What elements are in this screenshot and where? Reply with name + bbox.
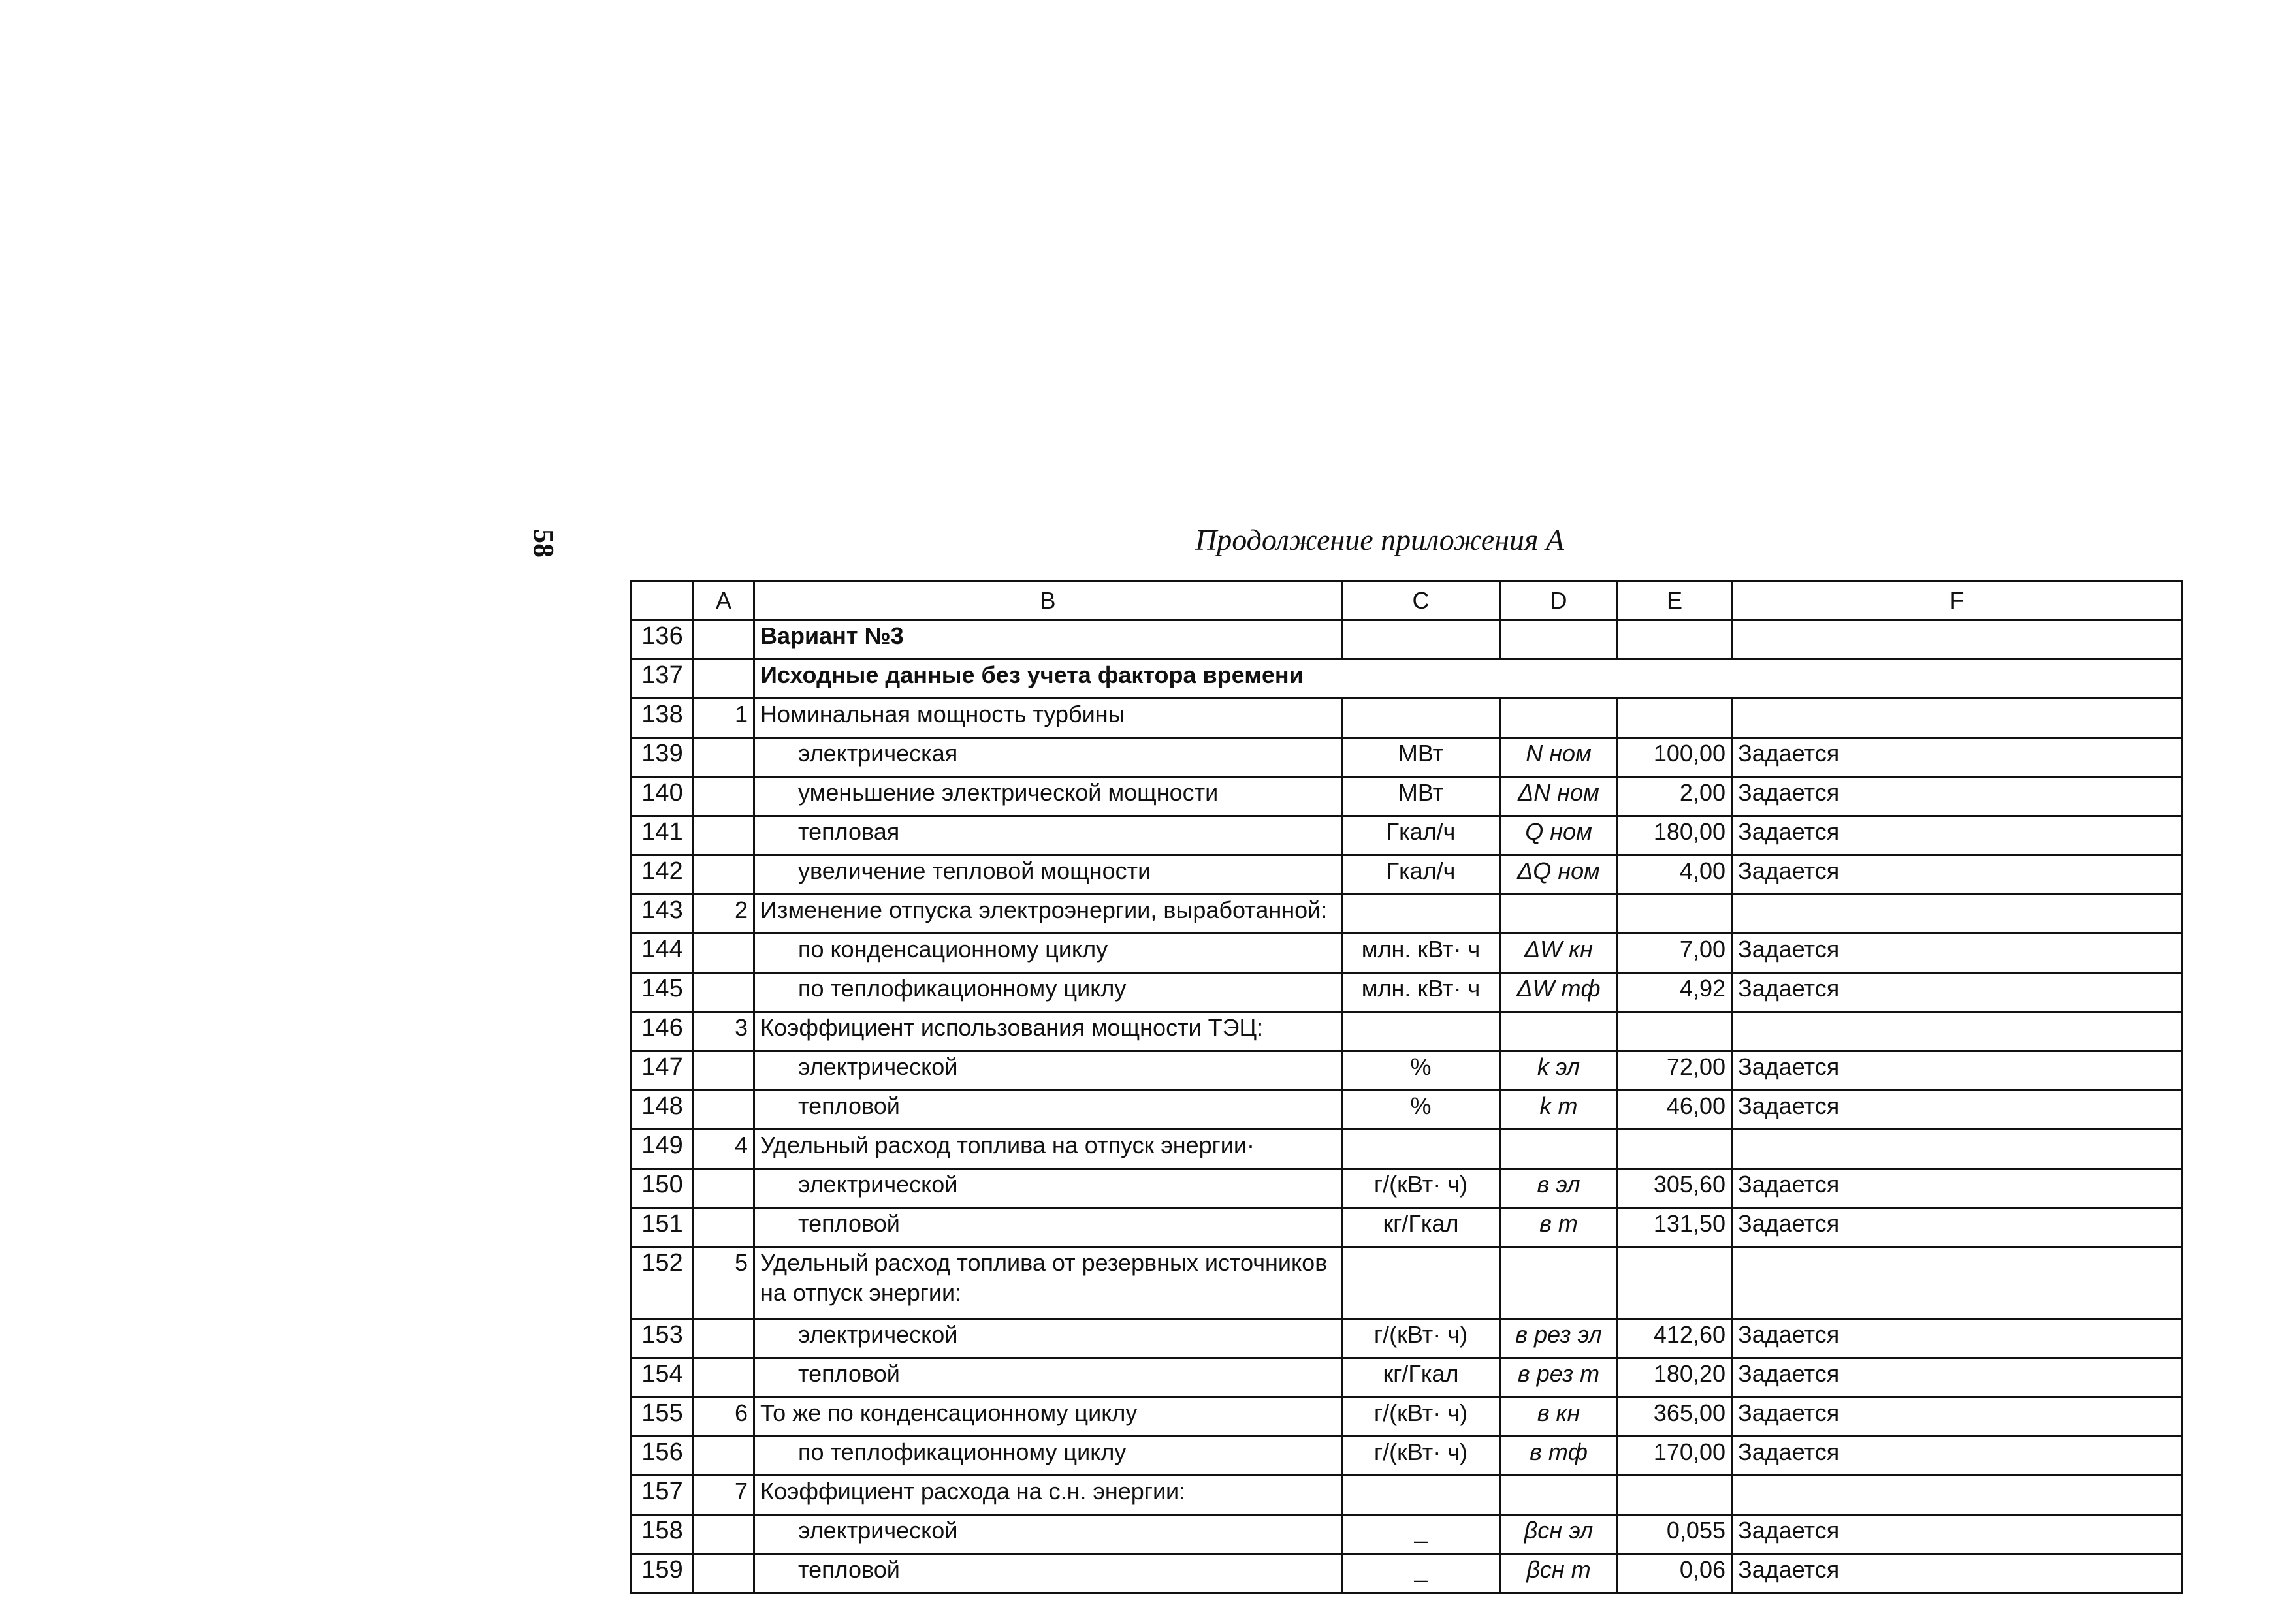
item-number: 3 xyxy=(694,1012,754,1051)
value-cell xyxy=(1618,895,1732,934)
note-cell xyxy=(1732,1247,2183,1319)
unit-cell: г/(кВт· ч) xyxy=(1342,1437,1500,1476)
row-number: 147 xyxy=(632,1051,694,1091)
parameter-name: электрической xyxy=(754,1515,1342,1554)
parameter-name: Изменение отпуска электроэнергии, выработанной: xyxy=(754,895,1342,934)
parameter-name: по конденсационному циклу xyxy=(754,934,1342,973)
table-row xyxy=(632,1169,2183,1208)
note-cell: Задается xyxy=(1732,1169,2183,1208)
table-row xyxy=(632,699,2183,738)
row-number: 150 xyxy=(632,1169,694,1208)
symbol-cell: βсн эл xyxy=(1500,1515,1618,1554)
item-number xyxy=(694,816,754,855)
symbol-cell: в кн xyxy=(1500,1397,1618,1437)
symbol-cell xyxy=(1500,1012,1618,1051)
symbol-cell xyxy=(1500,620,1618,660)
unit-cell xyxy=(1342,1476,1500,1515)
item-number: 2 xyxy=(694,895,754,934)
table-row xyxy=(632,660,2183,699)
table-row xyxy=(632,934,2183,973)
parameter-name: по теплофикационному циклу xyxy=(754,973,1342,1012)
row-number: 154 xyxy=(632,1358,694,1397)
parameter-name: Удельный расход топлива на отпуск энергии· xyxy=(754,1130,1342,1169)
table-row xyxy=(632,1358,2183,1397)
unit-cell: млн. кВт· ч xyxy=(1342,934,1500,973)
note-cell: Задается xyxy=(1732,816,2183,855)
parameter-name: увеличение тепловой мощности xyxy=(754,855,1342,895)
unit-cell xyxy=(1342,895,1500,934)
note-cell xyxy=(1732,699,2183,738)
item-number xyxy=(694,1169,754,1208)
value-cell: 365,00 xyxy=(1618,1397,1732,1437)
parameter-name: тепловая xyxy=(754,816,1342,855)
column-header-a: A xyxy=(694,581,754,620)
note-cell: Задается xyxy=(1732,1091,2183,1130)
table-row xyxy=(632,777,2183,816)
parameter-name: по теплофикационному циклу xyxy=(754,1437,1342,1476)
symbol-cell: в эл xyxy=(1500,1169,1618,1208)
parameter-name: тепловой xyxy=(754,1091,1342,1130)
row-number: 156 xyxy=(632,1437,694,1476)
symbol-cell xyxy=(1500,1476,1618,1515)
unit-cell xyxy=(1342,1012,1500,1051)
parameter-name: Коэффициент расхода на с.н. энергии: xyxy=(754,1476,1342,1515)
row-number: 149 xyxy=(632,1130,694,1169)
symbol-cell: k т xyxy=(1500,1091,1618,1130)
table-row xyxy=(632,816,2183,855)
item-number xyxy=(694,738,754,777)
row-number: 158 xyxy=(632,1515,694,1554)
note-cell: Задается xyxy=(1732,777,2183,816)
value-cell xyxy=(1618,699,1732,738)
row-number: 157 xyxy=(632,1476,694,1515)
parameter-name: тепловой xyxy=(754,1208,1342,1247)
table-row xyxy=(632,1051,2183,1091)
unit-cell xyxy=(1342,699,1500,738)
table-row xyxy=(632,1476,2183,1515)
symbol-cell: k эл xyxy=(1500,1051,1618,1091)
parameter-name: электрическая xyxy=(754,738,1342,777)
parameter-name: электрической xyxy=(754,1169,1342,1208)
column-header-row xyxy=(632,581,2183,620)
symbol-cell xyxy=(1500,1247,1618,1319)
value-cell: 4,00 xyxy=(1618,855,1732,895)
unit-cell: _ xyxy=(1342,1515,1500,1554)
row-number: 153 xyxy=(632,1319,694,1358)
item-number xyxy=(694,1554,754,1593)
note-cell: Задается xyxy=(1732,1397,2183,1437)
table-row xyxy=(632,1397,2183,1437)
appendix-caption: Продолжение приложения А xyxy=(1195,523,1565,556)
note-cell: Задается xyxy=(1732,1515,2183,1554)
table-row xyxy=(632,1208,2183,1247)
table-row xyxy=(632,1319,2183,1358)
value-cell: 0,06 xyxy=(1618,1554,1732,1593)
unit-cell: _ xyxy=(1342,1554,1500,1593)
value-cell: 131,50 xyxy=(1618,1208,1732,1247)
table-row xyxy=(632,973,2183,1012)
value-cell: 180,20 xyxy=(1618,1358,1732,1397)
table-row xyxy=(632,1012,2183,1051)
symbol-cell: в рез т xyxy=(1500,1358,1618,1397)
table-row xyxy=(632,1091,2183,1130)
note-cell xyxy=(1732,620,2183,660)
value-cell: 0,055 xyxy=(1618,1515,1732,1554)
column-header-f: F xyxy=(1732,581,2183,620)
row-number: 137 xyxy=(632,660,694,699)
note-cell: Задается xyxy=(1732,1208,2183,1247)
parameter-name: электрической xyxy=(754,1319,1342,1358)
table-row xyxy=(632,738,2183,777)
row-number: 151 xyxy=(632,1208,694,1247)
note-cell: Задается xyxy=(1732,855,2183,895)
item-number xyxy=(694,973,754,1012)
unit-cell: кг/Гкал xyxy=(1342,1358,1500,1397)
row-number: 136 xyxy=(632,620,694,660)
note-cell xyxy=(1732,895,2183,934)
note-cell xyxy=(1732,1012,2183,1051)
parameter-name: уменьшение электрической мощности xyxy=(754,777,1342,816)
value-cell: 7,00 xyxy=(1618,934,1732,973)
row-number: 140 xyxy=(632,777,694,816)
item-number xyxy=(694,660,754,699)
unit-cell: МВт xyxy=(1342,777,1500,816)
page-number: 58 xyxy=(528,529,560,558)
item-number xyxy=(694,1358,754,1397)
table-row xyxy=(632,1554,2183,1593)
symbol-cell: в тф xyxy=(1500,1437,1618,1476)
row-number: 148 xyxy=(632,1091,694,1130)
row-number: 146 xyxy=(632,1012,694,1051)
parameter-name: тепловой xyxy=(754,1554,1342,1593)
unit-cell xyxy=(1342,620,1500,660)
column-header-c: C xyxy=(1342,581,1500,620)
parameter-name: тепловой xyxy=(754,1358,1342,1397)
table-row xyxy=(632,1437,2183,1476)
data-table xyxy=(630,580,2183,1594)
value-cell: 72,00 xyxy=(1618,1051,1732,1091)
note-cell: Задается xyxy=(1732,738,2183,777)
symbol-cell: ΔQ ном xyxy=(1500,855,1618,895)
table-row xyxy=(632,1515,2183,1554)
row-number: 145 xyxy=(632,973,694,1012)
table-row xyxy=(632,620,2183,660)
value-cell xyxy=(1618,1012,1732,1051)
symbol-cell: ΔN ном xyxy=(1500,777,1618,816)
note-cell: Задается xyxy=(1732,1051,2183,1091)
value-cell xyxy=(1618,1247,1732,1319)
unit-cell: г/(кВт· ч) xyxy=(1342,1397,1500,1437)
item-number xyxy=(694,620,754,660)
symbol-cell: в т xyxy=(1500,1208,1618,1247)
table-row xyxy=(632,1247,2183,1319)
symbol-cell: ΔW кн xyxy=(1500,934,1618,973)
symbol-cell: в рез эл xyxy=(1500,1319,1618,1358)
note-cell: Задается xyxy=(1732,973,2183,1012)
row-number: 152 xyxy=(632,1247,694,1319)
symbol-cell xyxy=(1500,1130,1618,1169)
note-cell: Задается xyxy=(1732,1437,2183,1476)
row-number: 141 xyxy=(632,816,694,855)
value-cell: 305,60 xyxy=(1618,1169,1732,1208)
row-number: 155 xyxy=(632,1397,694,1437)
unit-cell: % xyxy=(1342,1091,1500,1130)
unit-cell: % xyxy=(1342,1051,1500,1091)
item-number xyxy=(694,855,754,895)
item-number xyxy=(694,1437,754,1476)
parameter-name: Коэффициент использования мощности ТЭЦ: xyxy=(754,1012,1342,1051)
unit-cell: МВт xyxy=(1342,738,1500,777)
note-cell: Задается xyxy=(1732,934,2183,973)
parameter-name: Удельный расход топлива от резервных источников на отпуск энергии: xyxy=(754,1247,1342,1319)
unit-cell xyxy=(1342,1247,1500,1319)
unit-cell: г/(кВт· ч) xyxy=(1342,1169,1500,1208)
unit-cell: Гкал/ч xyxy=(1342,816,1500,855)
unit-cell: г/(кВт· ч) xyxy=(1342,1319,1500,1358)
table-row xyxy=(632,1130,2183,1169)
value-cell xyxy=(1618,1476,1732,1515)
item-number: 1 xyxy=(694,699,754,738)
value-cell: 170,00 xyxy=(1618,1437,1732,1476)
row-number: 143 xyxy=(632,895,694,934)
unit-cell: кг/Гкал xyxy=(1342,1208,1500,1247)
table-row xyxy=(632,855,2183,895)
item-number xyxy=(694,1515,754,1554)
parameter-name: электрической xyxy=(754,1051,1342,1091)
item-number xyxy=(694,1051,754,1091)
symbol-cell: N ном xyxy=(1500,738,1618,777)
item-number xyxy=(694,1319,754,1358)
value-cell: 2,00 xyxy=(1618,777,1732,816)
column-header-e: E xyxy=(1618,581,1732,620)
unit-cell xyxy=(1342,1130,1500,1169)
note-cell xyxy=(1732,1130,2183,1169)
row-number: 144 xyxy=(632,934,694,973)
value-cell xyxy=(1618,620,1732,660)
column-header-corner xyxy=(632,581,694,620)
parameter-name: Исходные данные без учета фактора времени xyxy=(754,660,2183,699)
value-cell: 100,00 xyxy=(1618,738,1732,777)
item-number xyxy=(694,1091,754,1130)
item-number: 7 xyxy=(694,1476,754,1515)
symbol-cell: Q ном xyxy=(1500,816,1618,855)
note-cell: Задается xyxy=(1732,1319,2183,1358)
unit-cell: млн. кВт· ч xyxy=(1342,973,1500,1012)
row-number: 139 xyxy=(632,738,694,777)
note-cell: Задается xyxy=(1732,1554,2183,1593)
table-body xyxy=(632,620,2183,1593)
symbol-cell: ΔW тф xyxy=(1500,973,1618,1012)
parameter-name: Вариант №3 xyxy=(754,620,1342,660)
column-header-b: B xyxy=(754,581,1342,620)
item-number: 5 xyxy=(694,1247,754,1319)
value-cell: 4,92 xyxy=(1618,973,1732,1012)
row-number: 159 xyxy=(632,1554,694,1593)
column-header-d: D xyxy=(1500,581,1618,620)
row-number: 142 xyxy=(632,855,694,895)
item-number xyxy=(694,777,754,816)
value-cell: 46,00 xyxy=(1618,1091,1732,1130)
symbol-cell xyxy=(1500,895,1618,934)
note-cell: Задается xyxy=(1732,1358,2183,1397)
symbol-cell: βсн т xyxy=(1500,1554,1618,1593)
value-cell: 412,60 xyxy=(1618,1319,1732,1358)
row-number: 138 xyxy=(632,699,694,738)
symbol-cell xyxy=(1500,699,1618,738)
item-number xyxy=(694,934,754,973)
parameter-name: То же по конденсационному циклу xyxy=(754,1397,1342,1437)
note-cell xyxy=(1732,1476,2183,1515)
parameter-name: Номинальная мощность турбины xyxy=(754,699,1342,738)
item-number: 4 xyxy=(694,1130,754,1169)
item-number: 6 xyxy=(694,1397,754,1437)
unit-cell: Гкал/ч xyxy=(1342,855,1500,895)
table-row xyxy=(632,895,2183,934)
value-cell: 180,00 xyxy=(1618,816,1732,855)
item-number xyxy=(694,1208,754,1247)
value-cell xyxy=(1618,1130,1732,1169)
